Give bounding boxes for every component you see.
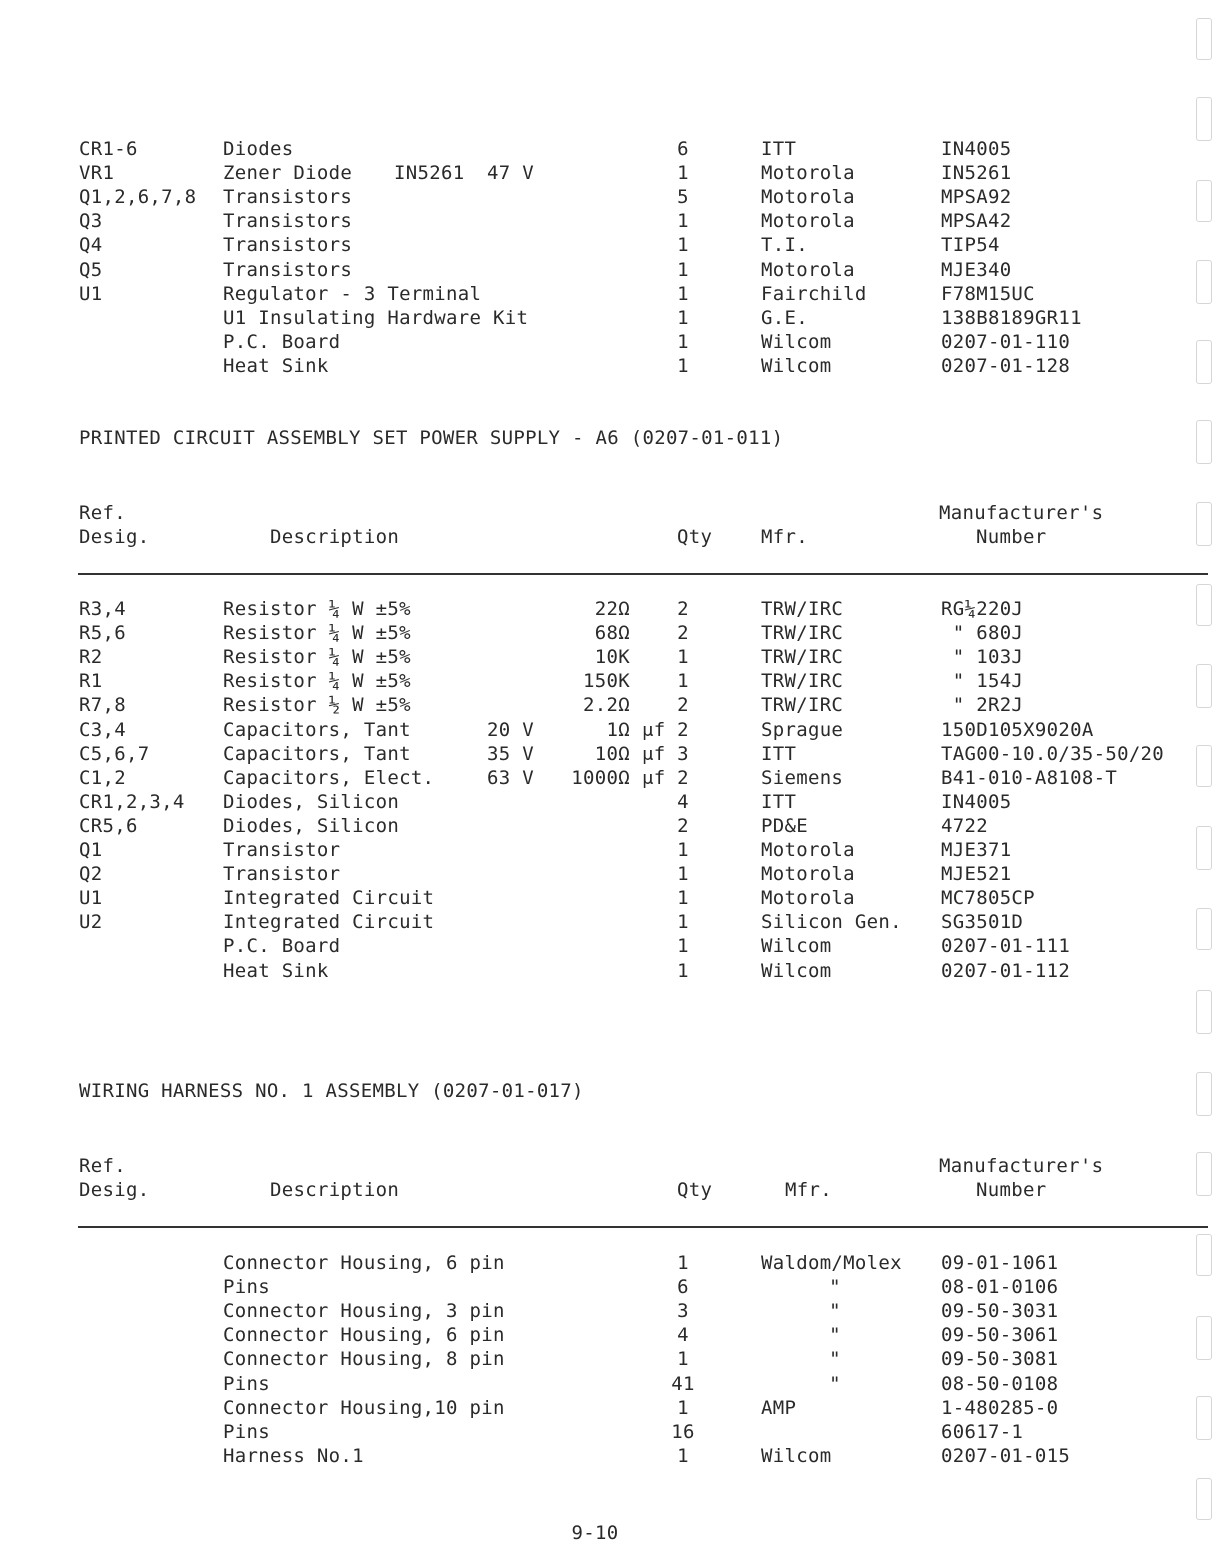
manufacturer: Waldom/Molex	[761, 1252, 902, 1274]
table-row	[0, 1323, 1222, 1347]
table-row	[0, 137, 1222, 161]
section-harness-rule	[78, 1226, 1208, 1228]
manufacturer: TRW/IRC	[761, 622, 844, 644]
quantity: 2	[677, 815, 689, 837]
manufacturer-number: 0207-01-111	[941, 935, 1071, 957]
description: Connector Housing, 8 pin	[223, 1348, 505, 1370]
description: Capacitors, Elect.	[223, 767, 435, 789]
table-row	[0, 645, 1222, 669]
ref-designator: C5,6,7	[79, 743, 150, 765]
description: Transistors	[223, 259, 353, 281]
quantity: 1	[677, 331, 689, 353]
quantity: 1	[677, 307, 689, 329]
description: Integrated Circuit	[223, 887, 435, 909]
description: Transistors	[223, 234, 353, 256]
manufacturer-number: 08-01-0106	[941, 1276, 1059, 1298]
table-row	[0, 1299, 1222, 1323]
manufacturer: Motorola	[761, 210, 855, 232]
quantity: 4	[677, 1324, 689, 1346]
table-row	[0, 886, 1222, 910]
header-num-line1: Manufacturer's	[939, 1155, 1104, 1177]
ref-designator: Q4	[79, 234, 103, 256]
margin-mark	[1196, 260, 1212, 304]
manufacturer-number: " 680J	[941, 622, 1024, 644]
manufacturer: "	[829, 1348, 841, 1370]
manufacturer-number: MJE340	[941, 259, 1012, 281]
manufacturer: PD&E	[761, 815, 808, 837]
table-row	[0, 306, 1222, 330]
table-row	[0, 282, 1222, 306]
description: Diodes	[223, 138, 294, 160]
description: P.C. Board	[223, 935, 341, 957]
description: Pins	[223, 1373, 270, 1395]
table-row	[0, 1275, 1222, 1299]
table-row	[0, 959, 1222, 983]
value: 68Ω	[594, 622, 630, 644]
margin-mark	[1196, 1152, 1212, 1196]
quantity: 2	[677, 598, 689, 620]
manufacturer: "	[829, 1300, 841, 1322]
table-row	[0, 1372, 1222, 1396]
header-ref-line1: Ref.	[79, 502, 126, 524]
manufacturer: Motorola	[761, 863, 855, 885]
margin-mark	[1196, 990, 1212, 1034]
header-num-line2: Number	[976, 526, 1047, 548]
manufacturer: TRW/IRC	[761, 646, 844, 668]
ref-designator: VR1	[79, 162, 115, 184]
description: U1 Insulating Hardware Kit	[223, 307, 529, 329]
manufacturer: ITT	[761, 791, 797, 813]
manufacturer: Wilcom	[761, 960, 832, 982]
table-row	[0, 1347, 1222, 1371]
quantity: 1	[677, 1397, 689, 1419]
description: Pins	[223, 1421, 270, 1443]
table-row	[0, 161, 1222, 185]
table-row	[0, 597, 1222, 621]
description: Transistor	[223, 863, 341, 885]
value: 1Ω	[606, 719, 630, 741]
quantity: 1	[677, 863, 689, 885]
table-row	[0, 354, 1222, 378]
table-row	[0, 742, 1222, 766]
section-a6-rule	[78, 573, 1208, 575]
section-harness-title: WIRING HARNESS NO. 1 ASSEMBLY (0207-01-017)	[79, 1080, 584, 1102]
manufacturer-number: IN4005	[941, 791, 1012, 813]
quantity: 5	[677, 186, 689, 208]
quantity: 6	[677, 1276, 689, 1298]
quantity: 1	[677, 935, 689, 957]
manufacturer-number: TAG00-10.0/35-50/20	[941, 743, 1165, 765]
manufacturer-number: MC7805CP	[941, 887, 1035, 909]
table-row	[0, 258, 1222, 282]
table-row	[0, 233, 1222, 257]
manufacturer-number: 08-50-0108	[941, 1373, 1059, 1395]
quantity: 1	[677, 1252, 689, 1274]
voltage: 20 V	[487, 719, 534, 741]
margin-mark	[1196, 745, 1212, 787]
value: 1000Ω	[571, 767, 630, 789]
margin-mark	[1196, 502, 1212, 546]
table-row	[0, 1444, 1222, 1468]
margin-mark	[1196, 1478, 1212, 1520]
quantity: 6	[677, 138, 689, 160]
unit: μf	[642, 743, 666, 765]
quantity: 1	[677, 911, 689, 933]
ref-designator: R1	[79, 670, 103, 692]
description: Connector Housing,10 pin	[223, 1397, 505, 1419]
description: Connector Housing, 6 pin	[223, 1324, 505, 1346]
manufacturer-number: 09-50-3081	[941, 1348, 1059, 1370]
quantity: 16	[671, 1421, 695, 1443]
ref-designator: CR1-6	[79, 138, 138, 160]
table-row	[0, 209, 1222, 233]
quantity: 1	[677, 839, 689, 861]
table-row	[0, 621, 1222, 645]
manufacturer: TRW/IRC	[761, 670, 844, 692]
manufacturer-number: SG3501D	[941, 911, 1024, 933]
header-ref-line1: Ref.	[79, 1155, 126, 1177]
quantity: 2	[677, 767, 689, 789]
table-row	[0, 718, 1222, 742]
description: Diodes, Silicon	[223, 791, 400, 813]
quantity: 41	[671, 1373, 695, 1395]
description: Resistor ¼ W ±5%	[223, 598, 411, 620]
ref-designator: C3,4	[79, 719, 126, 741]
table-row	[0, 790, 1222, 814]
ref-designator: Q3	[79, 210, 103, 232]
table-row	[0, 862, 1222, 886]
quantity: 3	[677, 1300, 689, 1322]
description: P.C. Board	[223, 331, 341, 353]
manufacturer-number: 60617-1	[941, 1421, 1024, 1443]
manufacturer: Wilcom	[761, 331, 832, 353]
quantity: 2	[677, 694, 689, 716]
section-a6-title: PRINTED CIRCUIT ASSEMBLY SET POWER SUPPLY - A6 (0207-01-011)	[79, 427, 784, 449]
description: Zener Diode	[223, 162, 353, 184]
description: Regulator - 3 Terminal	[223, 283, 482, 305]
header-description: Description	[270, 1179, 400, 1201]
manufacturer-number: 138B8189GR11	[941, 307, 1082, 329]
value: 2.2Ω	[583, 694, 630, 716]
page-number: 9-10	[571, 1522, 619, 1544]
value: 150K	[583, 670, 630, 692]
ref-designator: R2	[79, 646, 103, 668]
manufacturer-number: 0207-01-128	[941, 355, 1071, 377]
manufacturer-number: MJE371	[941, 839, 1012, 861]
manufacturer-number: 1-480285-0	[941, 1397, 1059, 1419]
ref-designator: U1	[79, 887, 103, 909]
manufacturer: Sprague	[761, 719, 844, 741]
description: Harness No.1	[223, 1445, 364, 1467]
manufacturer: "	[829, 1324, 841, 1346]
table-row	[0, 185, 1222, 209]
manufacturer: ITT	[761, 138, 797, 160]
margin-mark	[1196, 1072, 1212, 1116]
manufacturer: Silicon Gen.	[761, 911, 902, 933]
description: Integrated Circuit	[223, 911, 435, 933]
manufacturer-number: TIP54	[941, 234, 1000, 256]
description: Capacitors, Tant	[223, 743, 411, 765]
manufacturer: Motorola	[761, 839, 855, 861]
margin-mark	[1196, 420, 1212, 464]
margin-mark	[1196, 1396, 1212, 1440]
table-row	[0, 1396, 1222, 1420]
manufacturer: "	[829, 1373, 841, 1395]
manufacturer: Siemens	[761, 767, 844, 789]
manufacturer-number: " 2R2J	[941, 694, 1024, 716]
quantity: 1	[677, 355, 689, 377]
description: Resistor ¼ W ±5%	[223, 646, 411, 668]
description: Connector Housing, 3 pin	[223, 1300, 505, 1322]
manufacturer-number: 0207-01-110	[941, 331, 1071, 353]
header-num-line1: Manufacturer's	[939, 502, 1104, 524]
description: Heat Sink	[223, 355, 329, 377]
quantity: 3	[677, 743, 689, 765]
ref-designator: Q2	[79, 863, 103, 885]
header-ref-line2: Desig.	[79, 526, 150, 548]
manufacturer: G.E.	[761, 307, 808, 329]
margin-mark	[1196, 1234, 1212, 1276]
ref-designator: Q1,2,6,7,8	[79, 186, 197, 208]
ref-designator: CR1,2,3,4	[79, 791, 185, 813]
description: Transistor	[223, 839, 341, 861]
table-row	[0, 838, 1222, 862]
quantity: 1	[677, 1445, 689, 1467]
ref-designator: Q1	[79, 839, 103, 861]
voltage: 63 V	[487, 767, 534, 789]
description: Diodes, Silicon	[223, 815, 400, 837]
manufacturer-number: 09-01-1061	[941, 1252, 1059, 1274]
manufacturer: Motorola	[761, 259, 855, 281]
manufacturer-number: IN5261	[941, 162, 1012, 184]
quantity: 1	[677, 259, 689, 281]
ref-designator: U1	[79, 283, 103, 305]
unit: μf	[642, 767, 666, 789]
quantity: 1	[677, 960, 689, 982]
manufacturer-number: 150D105X9020A	[941, 719, 1094, 741]
manufacturer-number: 0207-01-112	[941, 960, 1071, 982]
margin-mark	[1196, 97, 1212, 141]
quantity: 1	[677, 210, 689, 232]
manufacturer-number: 4722	[941, 815, 988, 837]
header-ref-line2: Desig.	[79, 1179, 150, 1201]
part-type: IN5261	[394, 162, 465, 184]
quantity: 1	[677, 646, 689, 668]
description: Connector Housing, 6 pin	[223, 1252, 505, 1274]
table-row	[0, 330, 1222, 354]
manufacturer-number: MJE521	[941, 863, 1012, 885]
voltage: 47 V	[487, 162, 534, 184]
table-row	[0, 669, 1222, 693]
quantity: 1	[677, 283, 689, 305]
manufacturer-number: 09-50-3061	[941, 1324, 1059, 1346]
margin-mark	[1196, 340, 1212, 384]
manufacturer-number: B41-010-A8108-T	[941, 767, 1118, 789]
margin-mark	[1196, 584, 1212, 626]
description: Pins	[223, 1276, 270, 1298]
ref-designator: C1,2	[79, 767, 126, 789]
header-description: Description	[270, 526, 400, 548]
quantity: 4	[677, 791, 689, 813]
manufacturer: TRW/IRC	[761, 598, 844, 620]
ref-designator: R3,4	[79, 598, 126, 620]
manufacturer: Fairchild	[761, 283, 867, 305]
description: Heat Sink	[223, 960, 329, 982]
table-row	[0, 766, 1222, 790]
manufacturer: "	[829, 1276, 841, 1298]
description: Capacitors, Tant	[223, 719, 411, 741]
manufacturer-number: " 103J	[941, 646, 1024, 668]
quantity: 1	[677, 234, 689, 256]
table-row	[0, 910, 1222, 934]
quantity: 2	[677, 622, 689, 644]
manufacturer-number: RG¼220J	[941, 598, 1024, 620]
margin-mark	[1196, 1316, 1212, 1360]
table-row	[0, 934, 1222, 958]
ref-designator: R7,8	[79, 694, 126, 716]
table-row	[0, 693, 1222, 717]
ref-designator: CR5,6	[79, 815, 138, 837]
ref-designator: Q5	[79, 259, 103, 281]
manufacturer: Motorola	[761, 186, 855, 208]
table-row	[0, 1420, 1222, 1444]
ref-designator: R5,6	[79, 622, 126, 644]
description: Transistors	[223, 186, 353, 208]
manufacturer: Motorola	[761, 887, 855, 909]
value: 22Ω	[594, 598, 630, 620]
quantity: 1	[677, 670, 689, 692]
quantity: 2	[677, 719, 689, 741]
manufacturer: Wilcom	[761, 355, 832, 377]
unit: μf	[642, 719, 666, 741]
margin-mark	[1196, 664, 1212, 708]
value: 10Ω	[594, 743, 630, 765]
manufacturer-number: F78M15UC	[941, 283, 1035, 305]
description: Resistor ¼ W ±5%	[223, 622, 411, 644]
manufacturer-number: MPSA42	[941, 210, 1012, 232]
quantity: 1	[677, 162, 689, 184]
header-num-line2: Number	[976, 1179, 1047, 1201]
manufacturer-number: 0207-01-015	[941, 1445, 1071, 1467]
voltage: 35 V	[487, 743, 534, 765]
value: 10K	[594, 646, 630, 668]
ref-designator: U2	[79, 911, 103, 933]
manufacturer: ITT	[761, 743, 797, 765]
quantity: 1	[677, 887, 689, 909]
manufacturer: Wilcom	[761, 935, 832, 957]
manufacturer: Wilcom	[761, 1445, 832, 1467]
manufacturer-number: " 154J	[941, 670, 1024, 692]
description: Resistor ¼ W ±5%	[223, 670, 411, 692]
manufacturer: TRW/IRC	[761, 694, 844, 716]
manufacturer: AMP	[761, 1397, 797, 1419]
description: Resistor ½ W ±5%	[223, 694, 411, 716]
manufacturer-number: MPSA92	[941, 186, 1012, 208]
margin-mark	[1196, 18, 1212, 60]
header-mfr: Mfr.	[761, 526, 808, 548]
table-row	[0, 1251, 1222, 1275]
margin-mark	[1196, 180, 1212, 222]
description: Transistors	[223, 210, 353, 232]
manufacturer: Motorola	[761, 162, 855, 184]
quantity: 1	[677, 1348, 689, 1370]
header-qty: Qty	[677, 1179, 713, 1201]
margin-mark	[1196, 908, 1212, 950]
table-row	[0, 814, 1222, 838]
header-mfr: Mfr.	[785, 1179, 832, 1201]
manufacturer: T.I.	[761, 234, 808, 256]
header-qty: Qty	[677, 526, 713, 548]
manufacturer-number: IN4005	[941, 138, 1012, 160]
margin-mark	[1196, 826, 1212, 870]
manufacturer-number: 09-50-3031	[941, 1300, 1059, 1322]
